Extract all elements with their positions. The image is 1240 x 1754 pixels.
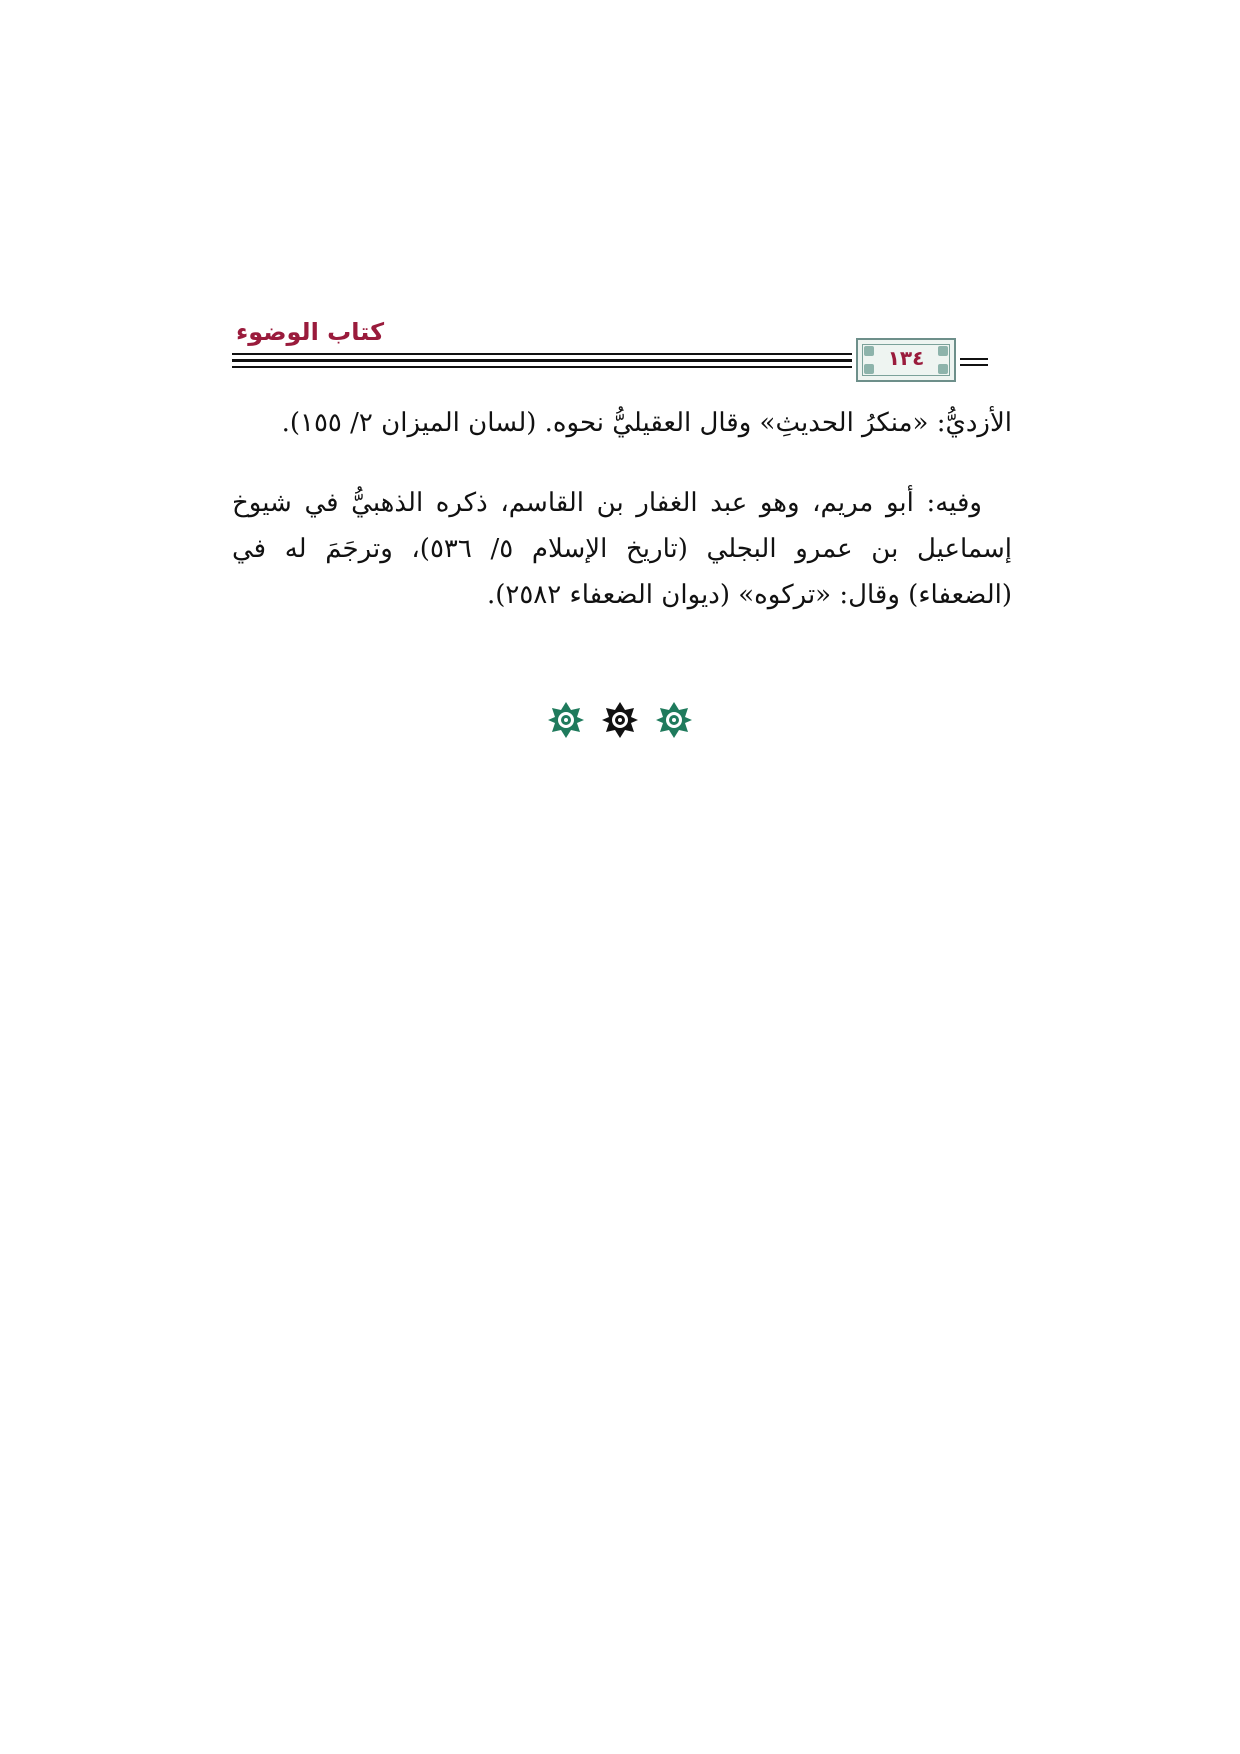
flower-ornament-icon	[654, 700, 694, 740]
section-end-ornament	[520, 700, 720, 750]
text-line: (الضعفاء) وقال: «تركوه» (ديوان الضعفاء ٢٥٨٢).	[486, 580, 1012, 610]
header-rule	[232, 353, 852, 355]
flower-ornament-icon	[546, 700, 586, 740]
footnote-paragraph	[232, 400, 1012, 446]
page-number-frame	[856, 338, 956, 382]
footnote-paragraph	[232, 480, 1012, 618]
header-rule	[232, 359, 852, 362]
book-title: كتاب الوضوء	[236, 318, 385, 346]
text-line: إسماعيل بن عمرو البجلي (تاريخ الإسلام ٥/ ٥٣٦)، وترجَمَ له في	[232, 534, 1012, 564]
header-rule-tail	[960, 364, 988, 366]
header-rule-tail	[960, 358, 988, 360]
flower-ornament-icon	[600, 700, 640, 740]
header-rule	[232, 366, 852, 368]
running-header	[232, 318, 1012, 388]
text-line: الأزديُّ: «منكرُ الحديثِ» وقال العقيليُّ نحوه. (لسان الميزان ٢/ ١٥٥).	[281, 408, 1012, 438]
text-line: وفيه: أبو مريم، وهو عبد الغفار بن القاسم، ذكره الذهبيُّ في شيوخ	[232, 488, 982, 518]
page-number: ١٣٤	[887, 346, 925, 370]
